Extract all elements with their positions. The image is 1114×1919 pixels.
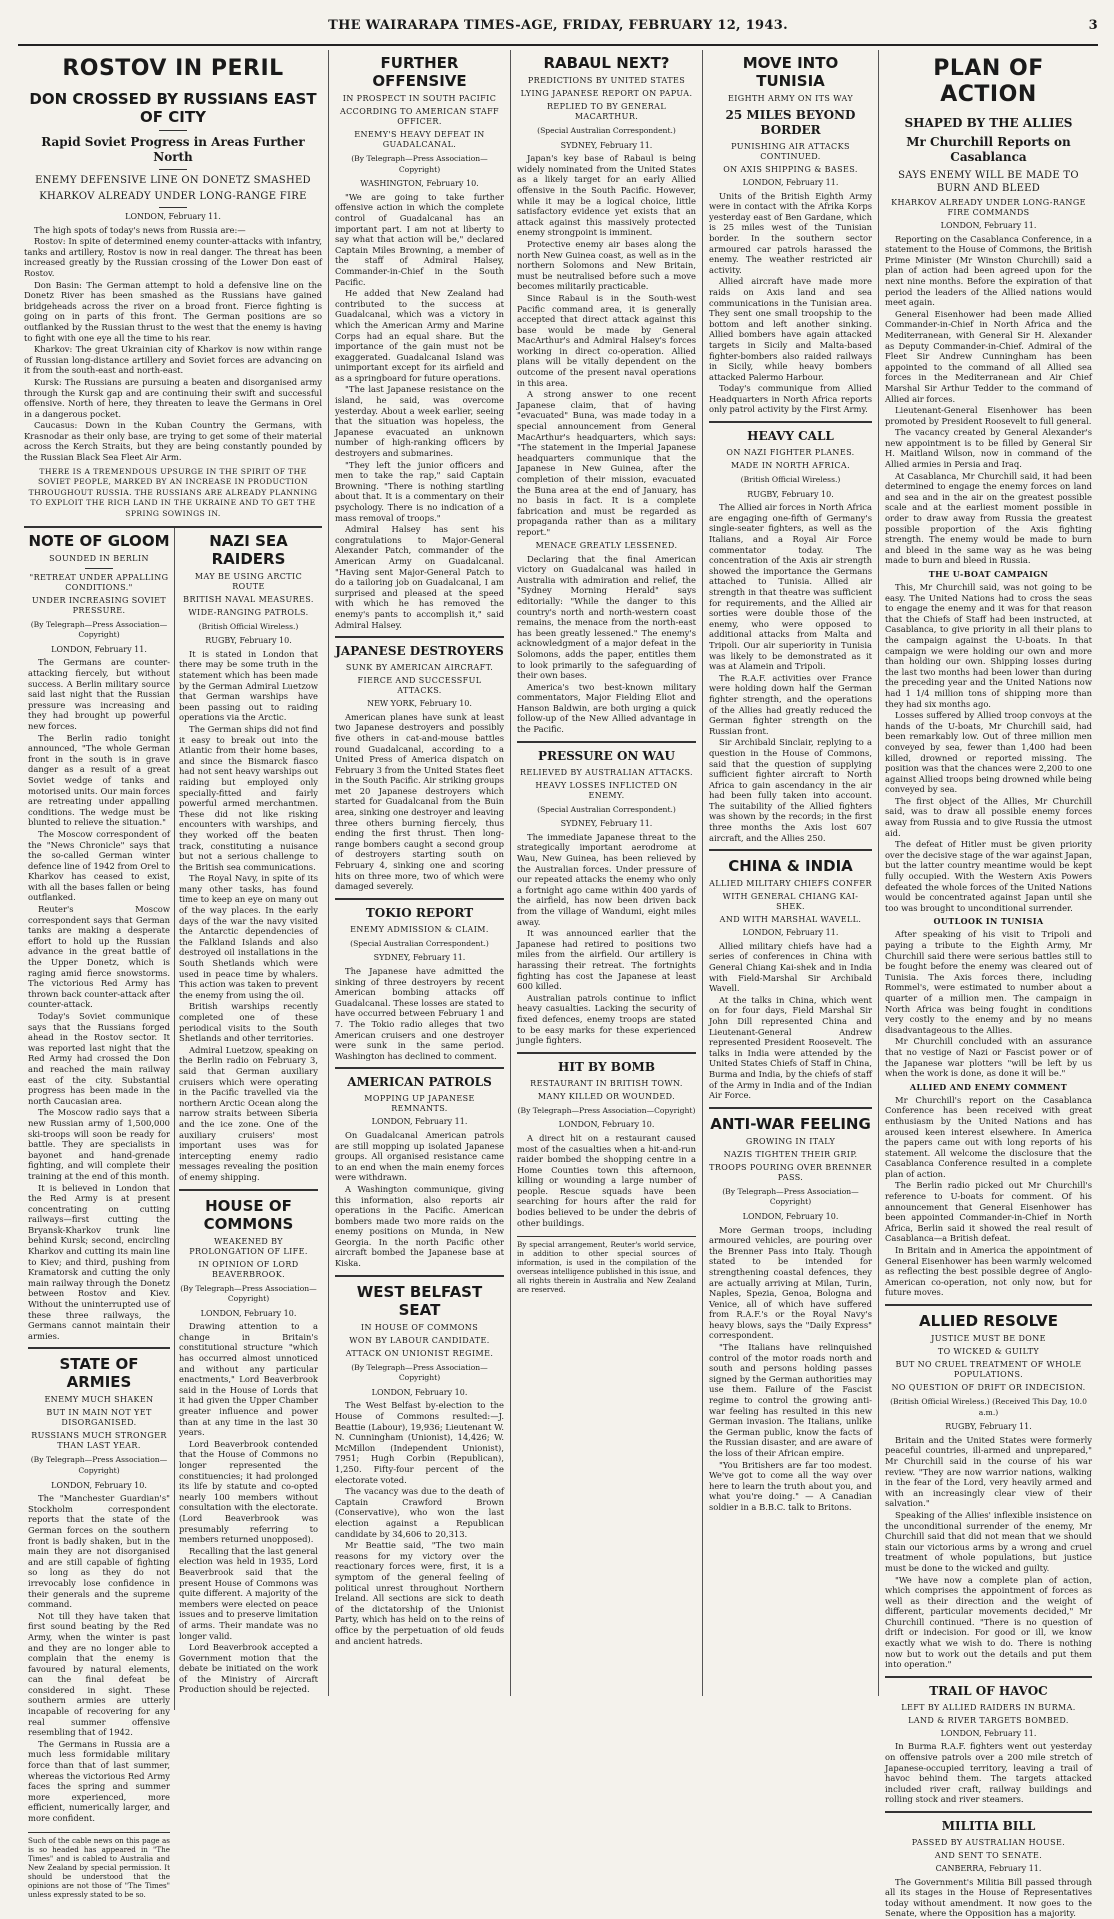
paragraph: Lord Beaverbrook contended that the House of Commons no longer represented the constituencies; it had prolonged its life by statute and co-opted nearly 100 members without consultation with the electorate. (Lord Beaverbrook was presumably referring to members returned unopposed). [179,1438,318,1545]
headline-antiwar: ANTI-WAR FEELING [710,1114,871,1133]
paragraph: The R.A.F. activities over France were holding down half the German fighter strength, and the operations of the Allies had greatly reduced the German fighter strength on the Russian front. [709,672,872,736]
deck: PREDICTIONS BY UNITED STATES [527,76,686,85]
headline-militia: MILITIA BILL [941,1819,1036,1833]
deck: WIDE-RANGING PATROLS. [188,607,309,617]
summary-caps: THERE IS A TREMENDOUS UPSURGE IN THE SPIRIT OF THE SOVIET PEOPLE, MARKED BY AN INCREASE IN PRODUCTION THROUGHOUT RUSSIA. THE RUSSIANS ARE ALREADY PLANNING TO EXPLOIT THE RICH LAND IN THE UKRAINE AND TO GET THE SPRING SOWINGS IN. [28,466,318,519]
deck: ENEMY'S HEAVY DEFEAT IN GUADALCANAL. [354,130,485,149]
deck: WON BY LABOUR CANDIDATE. [349,1335,490,1345]
reuters-note: By special arrangement, Reuter's world service, in addition to other special sources of information, is used in the compilation of the overseas intelligence published in this issue, and all rights therein in Australia and New Zealand are reserved. [517,1236,696,1294]
paragraph: Japan's key base of Rabaul is being widely nominated from the United States as a likely target for an early Allied offensive in the South Pacific. However, while it may be a logical choice, little satisfactory evidence yet exists that an attack against this massively protected enemy strongpoint is imminent. [517,153,696,238]
paragraph: Drawing attention to a change in Britain's constitutional structure "which has occurred almost unnoticed and without any particular enactments," Lord Beaverbrook said in the House of Lords that it had given the Upper Chamber greater influence and power than at any time in the last 30 years. [179,1321,318,1438]
paragraph: British warships recently completed one of these periodical visits to the South Shetlands and other territories. [179,1001,318,1044]
deck: BUT NO CRUEL TREATMENT OF WHOLE POPULATIONS. [895,1360,1082,1379]
deck: MOPPING UP JAPANESE REMNANTS. [364,1094,475,1114]
deck: WITH GENERAL CHIANG KAI-SHEK. [722,892,859,912]
paragraph: The vacancy created by General Alexander's new appointment is to be filled by General Sir H. Maitland Wilson, now in command of the Allied armies in Persia and Iraq. [885,427,1092,470]
paragraph: Recalling that the last general election was held in 1935, Lord Beaverbrook said that the present House of Commons was quite different. A majority of the members were elected on peace issues and to preserve limitation of arms. Their mandate was no longer valid. [179,1545,318,1641]
subcolumns [24,526,322,1899]
deck: MADE IN NORTH AFRICA. [730,461,851,471]
headline-patrols: AMERICAN PATROLS [347,1075,492,1090]
deck-rostov-1: DON CROSSED BY RUSSIANS EAST OF CITY [29,90,317,126]
byline: (By Telegraph—Press Association—Copyright) [722,1186,859,1207]
deck: FIERCE AND SUCCESSFUL ATTACKS. [357,676,482,696]
deck: EIGHTH ARMY ON ITS WAY [727,94,854,103]
headline-rabaul: RABAUL NEXT? [543,54,670,72]
headline-plan: PLAN OF ACTION [933,56,1044,107]
deck-rostov-2: Rapid Soviet Progress in Areas Further North [41,135,305,164]
paragraph: A strong answer to one recent Japanese claim, that of having "evacuated" Buna, was made today in a special announcement from General MacArthur's headquarters, which says: "The statement in the Imperial Japanese headquarters communique that the Japanese in New Guinea, after the completion of their mission, evacuated the Buna area at the end of January, has no basis in fact. It is a complete fabrication and must be regarded as propaganda rather than as a military report." [517,389,696,537]
dateline: LONDON, February 11. [742,178,839,187]
deck: PASSED BY AUSTRALIAN HOUSE. [911,1838,1066,1847]
column-2 [328,50,510,1696]
page-number: 3 [1088,18,1098,33]
deck: ATTACK ON UNIONIST REGIME. [345,1348,494,1358]
dateline: LONDON, February 11. [51,644,147,654]
deck: ON AXIS SHIPPING & BASES. [723,165,858,174]
paragraph: The vacancy was due to the death of Captain Crawford Brown (Conservative), who won the last election against a Republican candidate by 34,606 to 20,313. [335,1486,504,1539]
paragraph: Not till they have taken that first sound beating by the Red Army, when the winter is past and they are no longer able to complain that the enemy is favoured by natural elements, can the final defeat be considered in sight. These southern armies are utterly incapable of recovering for any real summer offensive resembling that of 1942. [28,1610,170,1738]
paragraph: At the talks in China, which went on for four days, Field Marshal Sir John Dill represented China and Lieutenant-General Andrew represented President Roosevelt. The talks in India were attended by the United States Chiefs of Staff in China, Burma and India, by the chiefs of staff of the Army in India and of the Indian Air Force. [709,994,872,1101]
deck: JUSTICE MUST BE DONE [931,1334,1046,1343]
paragraph: The Berlin radio picked out Mr Churchill's reference to U-boats for comment. Of his announcement that General Eisenhower has been appointed Commander-in-Chief in North Africa, Berlin said it showed the real result of Casablanca—a British defeat. [885,1180,1092,1244]
dateline: LONDON, February 10. [51,1480,147,1490]
deck: RELIEVED BY AUSTRALIAN ATTACKS. [520,767,693,777]
paragraph: Since Rabaul is in the South-west Pacific command area, it is generally accepted that direct attack against this base would be made by General MacArthur's and Admiral Halsey's forces working in direct co-operation. Allied plans will be vitally dependent on the outcome of the present naval operations in this area. [517,292,696,388]
dateline: NEW YORK, February 10. [367,699,472,709]
paragraph: American planes have sunk at least two Japanese destroyers and possibly five others in cat-and-mouse battles round Guadalcanal, according to a United Press of America dispatch on February 3 from the United States fleet in the South Pacific. Air striking groups met 20 Japanese destroyers which started for Guadalcanal from the Buin area, sinking one destroyer and leaving three others burning fiercely, thus ending the first thrust. Then long-range bombers caught a second group of destroyers starting south on February 4, sinking one and scoring hits on three more, two of which were damaged severely. [335,711,504,892]
headline-china: CHINA & INDIA [728,857,853,876]
deck: LAND & RIVER TARGETS BOMBED. [908,1715,1069,1725]
paragraph: The Government's Militia Bill passed through all its stages in the House of Representatives today without amendment. It now goes to the Senate, where the Opposition has a majority. [885,1876,1092,1919]
byline: (Special Australian Correspondent.) [537,126,676,135]
deck-rostov-4: KHARKOV ALREADY UNDER LONG-RANGE FIRE [39,191,307,202]
byline: (British Official Wireless.) (Received This Day, 10.0 a.m.) [890,1397,1087,1417]
headline-bomb: HIT BY BOMB [558,1059,655,1074]
dateline: LONDON, February 10. [742,1211,839,1221]
dateline: RUGBY, February 10. [205,636,292,646]
divider [159,130,187,131]
deck: TO WICKED & GUILTY [937,1347,1040,1356]
byline: (By Telegraph—Press Association—Copyright) [180,1283,317,1304]
paragraph: Caucasus: Down in the Kuban Country the Germans, with Krasnodar as their only base, are trying to get some of their material across the Kerch Straits, but they are being constantly pounded by the Russian Black Sea Fleet Air Arm. [24,420,322,463]
paragraph: Allied aircraft have made more raids on Axis land and sea communications in the Tunisian area. They sent one small troopship to the bottom and left another sinking. Allied bombers have again attacked targets in Sicily and Malta-based fighter-bombers also raided railways in Sicily, while heavy bombers attacked Palermo Harbour. [709,276,872,382]
byline: (By Telegraph—Press Association—Copyright) [30,1455,168,1475]
masthead-rule [18,44,1098,46]
paragraph: America's two best-known military commentators, Major Fielding Eliot and Hanson Baldwin, are both urging a quick follow-up of the New Allied advantage in the Pacific. [517,681,696,735]
article-rostov [24,56,322,520]
byline: (By Telegraph—Press Association—Copyright) [517,1105,696,1115]
paragraph: He added that New Zealand had contributed to the success at Guadalcanal, which was a victory in which the American Army and Marine Corps had an equal share. But the importance of the gain must not be exaggerated. Guadalcanal Island was unimportant except for its airfield and as a springboard for future operations. [335,288,504,383]
headline-destroyers: JAPANESE DESTROYERS [335,644,504,659]
paragraph: Australian patrols continue to inflict heavy casualties. Lacking the security of fixed defences, enemy troops are stated to be easy marks for these experienced jungle fighters. [517,992,696,1046]
paragraph: The Germans in Russia are a much less formidable military force than that of last summer, whereas the victorious Red Army faces the spring and summer more experienced, more efficient, numerically larger, and more confident. [28,1738,170,1823]
dateline: SYDNEY, February 11. [560,140,653,150]
deck: AND SENT TO SENATE. [934,1851,1043,1860]
dateline: SYDNEY, February 11. [373,953,466,963]
headline-resolve: ALLIED RESOLVE [919,1312,1058,1330]
paragraph: Don Basin: The German attempt to hold a defensive line on the Donetz River has been smashed as the Russians have gained bridgeheads across the river on a broad front. Fierce fighting is going on in parts of this front. The German positions are so outflanked by the Russian thrust to the west that the enemy is having to fight with one eye all the time to his rear. [24,279,322,343]
paragraph: The Germans are counter-attacking fiercely, but without success. A Berlin military source said last night that the Russian pressure was increasing and they had brought up powerful new forces. [28,657,170,731]
paragraph: It is stated in London that there may be some truth in the statement which has been made by the German Admiral Luetzow that German warships have been passing out to raiding operations via the Arctic. [179,648,318,723]
deck: NAZIS TIGHTEN THEIR GRIP. [723,1149,858,1159]
paragraph: "The last Japanese resistance on the island, he said, was overcome yesterday. About a week earlier, seeing that the situation was hopeless, the Japanese evacuated an unknown number of high-ranking officers by destroyers and submarines. [335,384,504,459]
paragraph: The Allied air forces in North Africa are engaging one-fifth of Germany's single-seater fighters, as well as the Italians, and a Royal Air Force commentator today. The concentration of the Axis air strength showed the importance the Germans attached to Tunisia. Allied air strength in that theatre was sufficient for requirements, and the Allied air sorties were double those of the enemy, who were opposed to additional attacks from Malta and Tripoli. Our air superiority in Tunisia was likely to be demonstrated as it was at Alamein and Tripoli. [709,502,872,672]
paragraph: The high spots of today's news from Russia are:— [34,224,246,235]
headline-gloom: NOTE OF GLOOM [28,531,170,550]
paragraph: The German ships did not find it easy to break out into the Atlantic from their home bases, and since the Bismarck fiasco had not sent heavy warships out raiding but employed only specially-fitted and fairly powerful armed merchantmen. These did not like risking encounters with warships, and they worked off the beaten track, constituting a nuisance but not a serious challenge to the British sea communications. [179,723,318,872]
paragraph: Allied military chiefs have had a series of conferences in China with General Chiang Kai-shek and in India with Field-Marshal Sir Archibald Wavell. [709,940,872,994]
deck: BUT IN MAIN NOT YET DISORGANISED. [46,1408,152,1428]
deck: "RETREAT UNDER APPALLING CONDITIONS." [29,572,169,592]
headline-commons: HOUSE OF COMMONS [203,1196,294,1233]
divider [159,207,187,208]
paragraph: The first object of the Allies, Mr Churchill said, was to draw all possible enemy forces away from Russia and to give Russia the utmost aid. [885,795,1092,838]
deck: 25 MILES BEYOND BORDER [725,108,856,137]
deck: LYING JAPANESE REPORT ON PAPUA. [520,89,693,98]
dateline: CANBERRA, February 11. [935,1864,1042,1873]
paragraph: "The Italians have relinquished control of the motor roads north and south and persons holding passes signed by the German authorities may use them. Failure of the Fascist regime to control the growing anti-war feeling has resulted in this new German invasion. The Italians, unlike the German public, know the facts of the Russian disaster, and are aware of the loss of their African empire. [709,1342,872,1458]
paragraph: The "Manchester Guardian's" Stockholm correspondent reports that the state of the German forces on the southern front is badly shaken, but in the main they are not disorganised and are still capable of fighting so long as they do not irrevocably lose confidence in their generals and the supreme command. [28,1493,170,1610]
paragraph: The Moscow correspondent of the "News Chronicle" says that the so-called German winter defence line of 1942 from Orel to Kharkov has ceased to exist, with all the bases fallen or being outflanked. [28,828,170,903]
headline-wau: PRESSURE ON WAU [537,748,676,763]
headline-havoc: TRAIL OF HAVOC [929,1683,1048,1698]
paragraph: Admiral Halsey has sent his congratulations to Major-General Alexander Patch, commander of the American Army on Guadalcanal. "Having sent Major-General Patch to do a tailoring job on Guadalcanal, I am surprised and pleased at the speed with which he has removed the enemy's pants to accomplish it," said Admiral Halsey. [335,524,504,630]
paragraph: Today's communique from Allied Headquarters in North Africa reports only patrol activity by the First Army. [709,383,872,415]
paragraph: Mr Churchill concluded with an assurance that no vestige of Nazi or Fascist power or of the Japanese war plotters "will be left by us when the work is done, as done it will be." [885,1036,1092,1079]
dateline: LONDON, February 11. [125,212,221,221]
deck: WEAKENED BY PROLONGATION OF LIFE. [189,1236,308,1256]
headline-belfast: WEST BELFAST SEAT [356,1282,483,1319]
deck: MAY BE USING ARCTIC ROUTE [194,571,303,591]
deck: ACCORDING TO AMERICAN STAFF OFFICER. [339,107,500,126]
dateline: RUGBY, February 10. [747,489,834,499]
dateline: LONDON, February 11. [940,221,1037,230]
paragraph: Lieutenant-General Eisenhower has been promoted by President Roosevelt to full general. [885,405,1092,426]
deck: ON NAZI FIGHTER PLANES. [726,448,855,458]
paragraph: Admiral Luetzow, speaking on the Berlin radio on February 3, said that German auxiliary cruisers which were operating in the Pacific travelled via the northern Arctic Ocean along the narrow straits between Siberia and the ice zone. One of the auxiliary cruisers' most important uses was for intercepting enemy radio messages revealing the position of enemy shipping. [179,1044,318,1182]
dateline: LONDON, February 11. [742,928,839,938]
deck: SHAPED BY THE ALLIES [904,116,1073,130]
divider [85,568,113,569]
paragraph: Lord Beaverbrook accepted a Government motion that the debate be initiated on the work of the Ministry of Aircraft Production should be rejected. [179,1642,318,1695]
paragraph: In Britain and in America the appointment of General Eisenhower has been warmly welcomed as reflecting the best possible degree of Anglo-American co-operation, not only now, but for future moves. [885,1245,1092,1298]
byline: (Special Australian Correspondent.) [350,938,489,948]
paragraph: More German troops, including armoured vehicles, are pouring over the Brenner Pass into Italy. Though stated to be intended for strengthening coastal defences, they are actually arriving at Milan, Turin, Naples, Spezia, Genoa, Bologna and Venice, all of which have suffered from R.A.F.'s or the Royal Navy's heavy blows, says the "Daily Express" correspondent. [709,1224,872,1341]
deck: LEFT BY ALLIED RAIDERS IN BURMA. [901,1702,1076,1712]
byline: (By Telegraph—Press Association—Copyright) [351,1362,488,1383]
deck: SUNK BY AMERICAN AIRCRAFT. [345,663,494,673]
deck: PUNISHING AIR ATTACKS CONTINUED. [731,142,850,161]
paragraph: Kursk: The Russians are pursuing a beaten and disorganised army through the Kursk gap and are continuing their swift and successful offensive. North of here, they threaten to leave the Germans in Orel in a dangerous pocket. [24,376,322,419]
paragraph: Units of the British Eighth Army were in contact with the Afrika Korps yesterday east of Ben Gardane, which is 25 miles west of the Tunisian border. In the southern sector armoured car patrols harassed the enemy. The weather restricted air activity. [709,190,872,275]
deck: UNDER INCREASING SOVIET PRESSURE. [31,595,167,615]
dateline: SYDNEY, February 11. [560,819,653,829]
dateline: LONDON, February 10. [371,1387,468,1397]
subcolumn-right [174,528,322,1710]
paragraph: The Moscow radio says that a new Russian army of 1,500,000 ski-troops will soon be ready for battle. They are specialists in bayonet and hand-grenade fighting, and will complete their training at the end of this month. [28,1107,170,1181]
dateline: WASHINGTON, February 10. [360,179,479,189]
headline-offensive: FURTHER OFFENSIVE [372,54,467,90]
paragraph: "You Britishers are far too modest. We've got to come all the way over here to learn the truth about you, and what you're doing." — A Canadian soldier in a B.B.C. talk to Britons. [709,1459,872,1512]
dateline: LONDON, February 10. [200,1308,297,1318]
headline-tunisia: MOVE INTO TUNISIA [742,54,839,90]
deck: REPLIED TO BY GENERAL MACARTHUR. [546,102,667,121]
dateline: LONDON, February 10. [558,1120,655,1130]
paragraph: Britain and the United States were formerly peaceful countries, ill-armed and unprepared," Mr Churchill said in the course of his war review. "They are now warrior nations, walking in the fear of the Lord, very heavily armed and with an increasingly clear view of their salvation." [885,1434,1092,1509]
deck: RUSSIANS MUCH STRONGER THAN LAST YEAR. [31,1431,167,1451]
paragraph: Protective enemy air bases along the north New Guinea coast, as well as in the northern Solomons and New Britain, must be neutralised before such a move becomes militarily practicable. [517,238,696,292]
deck: SAYS ENEMY WILL BE MADE TO BURN AND BLEED [898,170,1079,194]
deck: RESTAURANT IN BRITISH TOWN. [530,1078,683,1088]
paragraph: A direct hit on a restaurant caused most of the casualties when a hit-and-run raider bombed the shopping centre in a Home Counties town this afternoon, killing or wounding a large number of people. Rescue squads have been searching for hours after the raid for bodies believed to be under the debris of other buildings. [517,1132,696,1228]
newspaper-title: THE WAIRARAPA TIMES-AGE, FRIDAY, FEBRUARY 12, 1943. [328,18,788,33]
subhead-tunisia: OUTLOOK IN TUNISIA [933,916,1044,927]
deck: IN PROSPECT IN SOUTH PACIFIC [342,94,497,103]
deck: ENEMY MUCH SHAKEN [44,1395,154,1405]
column-3 [510,50,702,1696]
deck: MANY KILLED OR WOUNDED. [537,1091,676,1101]
paragraph: Declaring that the final American victory on Guadalcanal was hailed in Australia with admiration and relief, the "Sydney Morning Herald" says editorially: "While the danger to this country's north and north-western coast remains, the menace from the north-east has been greatly lessened." The enemy's acknowledgment of a major defeat in the Solomons, adds the paper, entitles them to look primarily to the safeguarding of their own bases. [517,553,696,681]
paragraph: "We are going to take further offensive action in which the complete control of Guadalcanal has an important part. I am not at liberty to say what that action will be," declared Captain Miles Browning, a member of the staff of Admiral Halsey, Commander-in-Chief in the South Pacific. [335,191,504,287]
deck: ENEMY ADMISSION & CLAIM. [350,924,489,934]
deck: ALLIED MILITARY CHIEFS CONFER [709,879,872,889]
dateline: LONDON, February 11. [371,1117,468,1127]
paragraph: The immediate Japanese threat to the strategically important aerodrome at Wau, New Guinea, has been relieved by the Australian forces. Under pressure of our repeated attacks the enemy who only a fortnight ago came within 400 yards of the airfield, has now been driven back from the village of Wandumi, eight miles away. [517,831,696,927]
subhead-uboat: THE U-BOAT CAMPAIGN [928,569,1049,579]
byline: (By Telegraph—Press Association—Copyright) [351,154,488,174]
paragraph: Reporting on the Casablanca Conference, in a statement to the House of Commons, the British Prime Minister (Mr Winston Churchill) said a plan of action had been agreed upon for the next nine months. Before the expiration of that period the leaders of the Allied nations would meet again. [885,233,1092,308]
byline: (Special Australian Correspondent.) [537,804,676,814]
paragraph: Mr Churchill's report on the Casablanca Conference has been received with great enthusiasm by the United Nations and has aroused keen interest elsewhere. In America the papers came out with long reports of his statement. All welcome the disclosure that the Casablanca Conference resulted in a complete plan of action. [885,1094,1092,1179]
headline-rostov: ROSTOV IN PERIL [62,56,284,81]
paragraph: "We have now a complete plan of action, which comprises the appointment of forces as well as their direction and the weight of different, particular movements decided," Mr Churchill continued. "There is no question of drift or indecision. For good or ill, we know exactly what we wish to do. There is nothing now but to work out the details and put them into operation." [885,1574,1092,1670]
paragraph: A Washington communique, giving this information, also reports air operations in the Pacific. American bombers made two more raids on the enemy positions on Munda, in New Georgia. In the north Pacific other aircraft bombed the Japanese base at Kiska. [335,1183,504,1269]
deck: TROOPS POURING OVER BRENNER PASS. [709,1162,872,1182]
dateline: LONDON, February 11. [940,1728,1037,1738]
paragraph: General Eisenhower had been made Allied Commander-in-Chief in North Africa and the Mediterranean, with General Sir H. Alexander as Deputy Commander-in-Chief. Admiral of the Fleet Sir Andrew Cunningham has been appointed to the command of all Allied sea forces in the Mediterranean and Air Chief Marshal Sir Arthur Tedder to the command of Allied air forces. [885,308,1092,404]
subcolumn-left [24,528,174,1899]
column-5 [878,50,1098,1919]
headline-nazi: NAZI SEA RAIDERS [209,531,288,568]
deck: BRITISH NAVAL MEASURES. [183,594,314,604]
paragraph: This, Mr Churchill said, was not going to be easy. The United Nations had to cross the seas to engage the enemy and it was for that reason that the Chiefs of Staff had been instructed, at Casablanca, to give priority in all their plans to the campaign against the U-boats. In that campaign we were holding our own and more than holding our own. Shipping losses during the last two months had been lower than during the preceding year and the United Nations now had 1 1/4 million tons of shipping more than they had six months ago. [885,582,1092,709]
column-4 [702,50,878,1696]
byline: (By Telegraph—Press Association—Copyright) [30,619,168,640]
paragraph: "They left the junior officers and men to take the rap," said Captain Browning. "There is nothing startling about that. It is a commentary on their psychology. There is no indication of a mass removal of troops." [335,459,504,523]
headline-heavycall: HEAVY CALL [747,429,834,444]
divider [159,169,187,170]
deck: GROWING IN ITALY [745,1136,836,1146]
paragraph: Kharkov: The great Ukrainian city of Kharkov is now within range of Russian long-distance artillery and Soviet forces are advancing on it from the south-east and north-east. [24,344,322,376]
paragraph: Sir Archibald Sinclair, replying to a question in the House of Commons, said that the question of supplying sufficient fighter aircraft to North Africa to gain ascendancy in the air had been fully taken into account. The suitability of the Allied fighters was shown by the records; in the first three months the Axis lost 607 aircraft, and the Allies 250. [709,737,872,843]
paragraph: After speaking of his visit to Tripoli and paying a tribute to the Eighth Army, Mr Churchill said there were serious battles still to be fought before the enemy was cleared out of Tunisia. The Axis forces there, including Rommel's, were estimated to number about a quarter of a million men. The campaign in North Africa was being fought in conditions very costly to the enemy and by no means disadvantageous to the Allies. [885,929,1092,1035]
dateline: RUGBY, February 11. [945,1422,1032,1432]
subhead-comment: ALLIED AND ENEMY COMMENT [909,1081,1068,1092]
paragraph: The Berlin radio tonight announced, "The whole German front in the south is in grave danger as a result of a great Soviet wedge of tanks and motorised units. Our main forces are retreating under appalling conditions. The wedge must be blunted to relieve the situation." [28,732,170,828]
deck-rostov-3: ENEMY DEFENSIVE LINE ON DONETZ SMASHED [35,175,311,186]
deck: Mr Churchill Reports on Casablanca [906,135,1071,164]
paragraph: Rostov: In spite of determined enemy counter-attacks with infantry, tanks and artillery, Rostov is now in real danger. The threat has been increased greatly by the Russian crossing of the Lower Don east of Rostov. [24,236,322,278]
deck: KHARKOV ALREADY UNDER LONG-RANGE FIRE COMMANDS [891,198,1086,217]
deck: HEAVY LOSSES INFLICTED ON ENEMY. [535,780,678,800]
paragraph: It is believed in London that the Red Army is at present concentrating on cutting railways—first cutting the Bryansk-Kharkov trunk line behind Kursk; second, encircling Kharkov and cutting its main line to Kiev; and third, pushing from Kramatorsk and cutting the only main railway through the Donetz between Rostov and Kiev. Without the uninterrupted use of these three railways, the Germans cannot maintain their armies. [28,1182,170,1341]
byline: (British Official Wireless.) [198,621,299,631]
deck: IN HOUSE OF COMMONS [360,1322,479,1332]
deck: SOUNDED IN BERLIN [49,553,149,563]
subhead-menace: MENACE GREATLY LESSENED. [535,540,678,550]
deck: IN OPINION OF LORD BEAVERBROOK. [198,1259,299,1279]
headline-armies: STATE OF ARMIES [59,1355,139,1392]
paragraph: It was announced earlier that the Japanese had retired to positions two miles from the airfield. Our artillery is harassing their retreat. The fortnights fighting has cost the Japanese at least 600 killed. [517,928,696,992]
masthead [18,18,1098,42]
headline-tokio: TOKIO REPORT [365,905,474,920]
paragraph: Speaking of the Allies' inflexible insistence on the unconditional surrender of the enemy, Mr Churchill said that did not mean that we should stain our victorious arms by a wrong and cruel treatment of whole populations, but justice must be done to the wicked and guilty. [885,1509,1092,1573]
deck: AND WITH MARSHAL WAVELL. [719,915,862,925]
paragraph: On Guadalcanal American patrols are still mopping up isolated Japanese groups. All organised resistance came to an end when the main enemy forces were withdrawn. [335,1129,504,1183]
paragraph: The West Belfast by-election to the House of Commons resulted:—J. Beattie (Labour), 19,936; Lieutenant W. N. Cunningham (Unionist), 14,426; W. McMillon (Independent Unionist), 7951; Hugh Corbin (Republican), 1,250. Fifty-four percent of the electorate voted. [335,1400,504,1485]
column-1 [18,50,328,1899]
paragraph: The Royal Navy, in spite of its many other tasks, has found time to keep an eye on many out of the way places. In the early days of the war the navy visited the Antarctic dependencies of the Falkland Islands and also destroyed oil installations in the South Shetlands which were used in peace time by whalers. This action was taken to prevent the enemy from using the oil. [179,873,318,1000]
times-note: Such of the cable news on this page as is so headed has appeared in "The Times" and is cabled to Australia and New Zealand by special permission. It should be understood that the opinions are not those of "The Times" unless expressly stated to be so. [28,1832,170,1899]
paragraph: Mr Beattie said, "The two main reasons for my victory over the reactionary forces were, first, it is a symptom of the general feeling of political unrest throughout Northern Ireland. All sections are sick to death of the dictatorship of the Unionist Party, which has held on to the reins of office by the perpetuation of old feuds and ancient hatreds. [335,1540,504,1646]
deck: NO QUESTION OF DRIFT OR INDECISION. [891,1383,1086,1392]
paragraph: In Burma R.A.F. fighters went out yesterday on offensive patrols over a 200 mile stretch of Japanese-occupied territory, leaving a trail of havoc behind them. The targets attacked included river craft, railway buildings and rolling stock and river steamers. [885,1741,1092,1805]
paragraph: Today's Soviet communique says that the Russians forged ahead in the Rostov sector. It was reported last night that the Red Army had crossed the Don and reached the main railway east of the city. Substantial progress has been made in the north Caucasian area. [28,1011,170,1106]
byline: (British Official Wireless.) [740,475,841,485]
paragraph: Reuter's Moscow correspondent says that German tanks are making a desperate effort to hold up the Russian advance in the great battle of the Upper Donetz, which is raging amid fierce snowstorms. The victorious Red Army has thrown back counter-attack after counter-attack. [28,904,170,1010]
paragraph: The Japanese have admitted the sinking of three destroyers by recent American bombing attacks off Guadalcanal. These losses are stated to have occurred between February 1 and 7. The Tokio radio alleges that two American cruisers and one destroyer were sunk in the same period. Washington has declined to comment. [335,966,504,1061]
paragraph: Losses suffered by Allied troop convoys at the hands of the U-boats, Mr Churchill said, had been remarkably low. Out of three million men conveyed by sea, fewer than 1,400 had been killed, drowned or reported missing. The position was that the chances were 2,200 to one against Allied troops being drowned while being conveyed by sea. [885,710,1092,795]
paragraph: The defeat of Hitler must be given priority over the decisive stage of the war against Japan, but the latter country meantime would be kept fully occupied. With the Western Axis Powers defeated the whole forces of the United Nations would be concentrated against Japan until she too was brought to unconditional surrender. [885,839,1092,913]
paragraph: At Casablanca, Mr Churchill said, it had been determined to engage the enemy forces on land and sea and in the air on the greatest possible scale and at the earliest moment possible in order to draw away from Russia the greatest possible proportion of the Axis fighting strength. The enemy would be made to burn and bleed in the same way as he was being made to burn and bleed in Russia. [885,470,1092,566]
